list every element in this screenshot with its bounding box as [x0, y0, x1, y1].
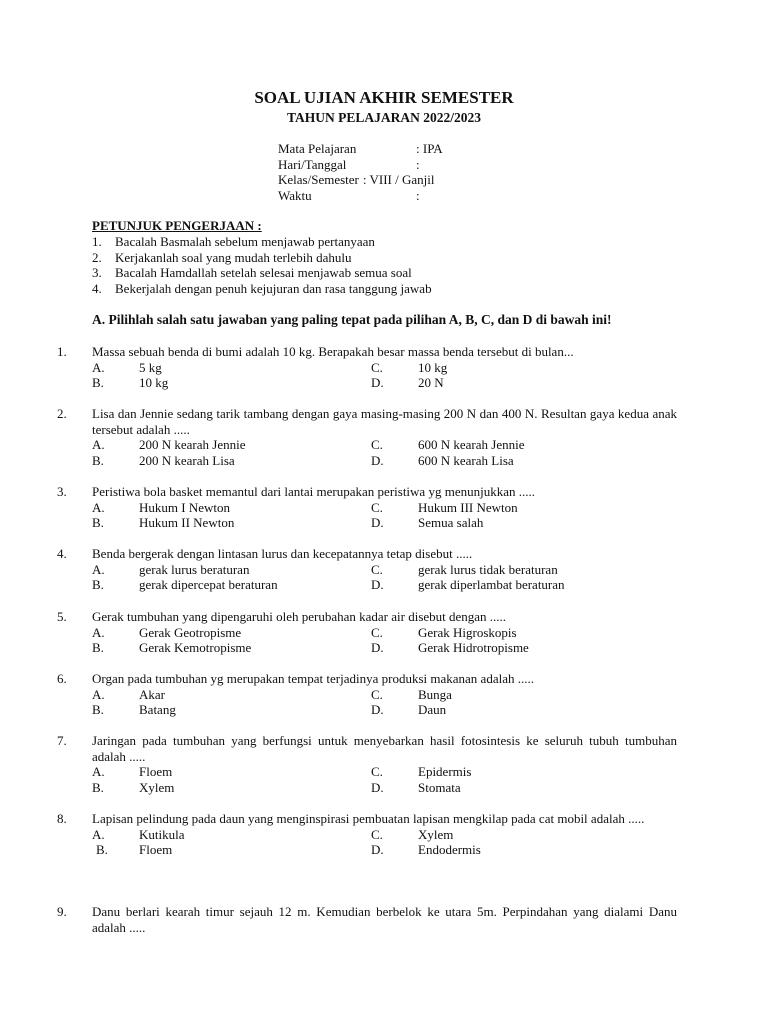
question-9 — [57, 904, 677, 935]
option-row — [57, 625, 677, 641]
option-text: 200 N kearah Lisa — [139, 452, 235, 468]
option-letter: B. — [92, 779, 104, 795]
question-number: 4. — [57, 546, 67, 561]
option-letter: D. — [371, 842, 384, 857]
instruction-text: Bekerjalah dengan penuh kejujuran dan rasa tanggung jawab — [115, 280, 432, 296]
instruction-number: 4. — [92, 280, 102, 296]
question-number: 1. — [57, 344, 67, 359]
option-letter: C. — [371, 624, 383, 640]
option-b[interactable] — [92, 515, 371, 531]
option-letter: B. — [92, 515, 104, 530]
instruction-item — [92, 234, 692, 250]
option-row — [57, 375, 677, 391]
option-row — [57, 842, 677, 858]
option-c[interactable] — [371, 500, 650, 516]
section-a-heading: A. Pilihlah salah satu jawaban yang paling tepat pada pilihan A, B, C, dan D di bawah ini! — [92, 312, 612, 327]
option-text: gerak lurus beraturan — [139, 561, 250, 577]
option-text: Hukum I Newton — [139, 499, 230, 515]
instructions-block — [92, 218, 692, 296]
question-6 — [57, 671, 677, 718]
option-c[interactable] — [371, 360, 650, 376]
option-letter: A. — [92, 686, 105, 702]
instruction-number: 1. — [92, 234, 102, 249]
option-text: Akar — [139, 686, 165, 702]
question-text: Benda bergerak dengan lintasan lurus dan kecepatannya tetap disebut ..... — [92, 546, 473, 561]
question-2 — [57, 406, 677, 468]
option-a[interactable] — [92, 625, 371, 641]
question-7 — [57, 733, 677, 795]
option-d[interactable] — [371, 577, 650, 593]
option-letter: A. — [92, 826, 105, 842]
option-text: 10 kg — [418, 359, 448, 375]
option-d[interactable] — [371, 515, 650, 531]
option-a[interactable] — [92, 360, 371, 376]
option-row — [57, 453, 677, 469]
instruction-text: Kerjakanlah soal yang mudah terlebih dahulu — [115, 249, 352, 265]
option-text: gerak lurus tidak beraturan — [418, 561, 558, 577]
question-text: Lapisan pelindung pada daun yang menginspirasi pembuatan lapisan mengkilap pada cat mobil adalah ..... — [92, 811, 645, 826]
option-letter: C. — [371, 826, 383, 842]
info-label: Mata Pelajaran — [278, 141, 357, 156]
option-letter: C. — [371, 437, 383, 452]
option-c[interactable] — [371, 625, 650, 641]
option-row — [57, 360, 677, 376]
question-text: Massa sebuah benda di bumi adalah 10 kg. Berapakah besar massa benda tersebut di bulan... — [92, 344, 574, 359]
question-4 — [57, 546, 677, 593]
option-row — [57, 780, 677, 796]
option-a[interactable] — [92, 687, 371, 703]
option-c[interactable] — [371, 764, 650, 780]
option-text: Gerak Kemotropisme — [139, 640, 252, 655]
question-number: 9. — [57, 904, 67, 919]
info-row-subject — [278, 141, 443, 157]
option-text: 600 N kearah Jennie — [418, 437, 525, 452]
option-text: Gerak Hidrotropisme — [418, 640, 529, 655]
info-label: Waktu — [278, 187, 312, 203]
question-number: 7. — [57, 733, 67, 748]
option-text: Endodermis — [418, 842, 481, 857]
question-text: Jaringan pada tumbuhan yang berfungsi untuk menyebarkan hasil fotosintesis ke seluruh tubuh tumbuhan adalah ..... — [92, 733, 677, 764]
question-number: 2. — [57, 406, 67, 421]
option-text: Xylem — [418, 826, 454, 842]
option-letter: D. — [371, 702, 384, 717]
option-letter: C. — [371, 686, 383, 702]
question-3 — [57, 484, 677, 531]
option-letter: A. — [92, 624, 105, 640]
option-letter: A. — [92, 561, 105, 577]
option-letter: B. — [96, 842, 108, 857]
info-row-time — [278, 188, 443, 204]
info-label: Kelas/Semester — [278, 172, 359, 187]
option-row — [57, 827, 677, 843]
option-a[interactable] — [92, 827, 371, 843]
option-letter: D. — [371, 577, 384, 592]
question-5 — [57, 609, 677, 656]
option-row — [57, 577, 677, 593]
question-text: Organ pada tumbuhan yg merupakan tempat terjadinya produksi makanan adalah ..... — [92, 671, 534, 686]
option-c[interactable] — [371, 437, 650, 453]
question-text: Danu berlari kearah timur sejauh 12 m. Kemudian berbelok ke utara 5m. Perpindahan yang dialami Danu adalah ..... — [92, 904, 677, 935]
info-value: : IPA — [416, 141, 443, 156]
option-d[interactable] — [371, 780, 650, 796]
option-a[interactable] — [92, 500, 371, 516]
option-d[interactable] — [371, 842, 650, 858]
option-text: Batang — [139, 702, 176, 717]
option-text: Gerak Geotropisme — [139, 624, 242, 640]
instruction-number: 3. — [92, 265, 102, 280]
option-letter: B. — [92, 577, 104, 592]
option-text: Kutikula — [139, 826, 185, 842]
option-text: Epidermis — [418, 764, 472, 779]
option-b[interactable] — [92, 640, 371, 656]
option-letter: D. — [371, 452, 384, 468]
info-value: : — [416, 156, 420, 172]
option-row — [57, 687, 677, 703]
option-a[interactable] — [92, 764, 371, 780]
option-c[interactable] — [371, 827, 650, 843]
option-a[interactable] — [92, 562, 371, 578]
option-text: Stomata — [418, 779, 461, 795]
option-text: gerak dipercepat beraturan — [139, 577, 278, 592]
question-8 — [57, 811, 677, 858]
option-row — [57, 500, 677, 516]
option-d[interactable] — [371, 640, 650, 656]
option-c[interactable] — [371, 562, 650, 578]
instruction-item — [92, 265, 692, 281]
option-c[interactable] — [371, 687, 650, 703]
option-text: Daun — [418, 702, 447, 717]
option-row — [57, 764, 677, 780]
option-text: Hukum III Newton — [418, 499, 518, 515]
info-value: : — [416, 187, 420, 203]
option-text: Floem — [139, 764, 173, 779]
option-row — [57, 702, 677, 718]
instruction-text: Bacalah Hamdallah setelah selesai menjawab semua soal — [115, 265, 412, 280]
option-letter: D. — [371, 515, 384, 530]
instruction-number: 2. — [92, 249, 102, 265]
option-text: Semua salah — [418, 515, 484, 530]
question-text: Lisa dan Jennie sedang tarik tambang dengan gaya masing-masing 200 N dan 400 N. Resultan gaya kedua anak tersebut adalah ..... — [92, 406, 677, 437]
option-b[interactable] — [92, 453, 371, 469]
option-row — [57, 640, 677, 656]
option-letter: C. — [371, 359, 383, 375]
question-1 — [57, 344, 677, 391]
option-letter: B. — [92, 702, 104, 717]
instruction-text: Bacalah Basmalah sebelum menjawab pertanyaan — [115, 234, 375, 249]
question-number: 8. — [57, 811, 67, 826]
option-b[interactable] — [92, 375, 371, 391]
info-label: Hari/Tanggal — [278, 156, 347, 172]
instruction-item — [92, 250, 692, 266]
question-number: 3. — [57, 484, 67, 499]
option-d[interactable] — [371, 453, 650, 469]
option-row — [57, 562, 677, 578]
option-letter: A. — [92, 359, 105, 375]
info-row-class — [278, 172, 443, 188]
option-letter: C. — [371, 561, 383, 577]
option-text: Floem — [139, 842, 173, 857]
exam-info-block — [278, 141, 443, 203]
option-text: Hukum II Newton — [139, 515, 235, 530]
instructions-heading: PETUNJUK PENGERJAAN : — [92, 218, 262, 233]
option-letter: B. — [92, 452, 104, 468]
exam-title: SOAL UJIAN AKHIR SEMESTER — [254, 88, 514, 107]
option-letter: D. — [371, 640, 384, 655]
option-text: Bunga — [418, 686, 452, 702]
option-text: 200 N kearah Jennie — [139, 437, 246, 452]
option-letter: D. — [371, 375, 384, 390]
option-text: 20 N — [418, 375, 444, 390]
option-b[interactable] — [92, 780, 371, 796]
option-text: 5 kg — [139, 359, 162, 375]
question-text: Peristiwa bola basket memantul dari lantai merupakan peristiwa yg menunjukkan ..... — [92, 484, 535, 499]
option-letter: D. — [371, 779, 384, 795]
option-letter: A. — [92, 764, 105, 779]
option-text: 600 N kearah Lisa — [418, 452, 514, 468]
info-value: : VIII / Ganjil — [362, 172, 435, 187]
option-d[interactable] — [371, 702, 650, 718]
option-text: 10 kg — [139, 375, 169, 390]
option-text: Xylem — [139, 779, 175, 795]
option-letter: A. — [92, 437, 105, 452]
option-letter: B. — [92, 375, 104, 390]
option-letter: C. — [371, 499, 383, 515]
option-row — [57, 515, 677, 531]
option-text: Gerak Higroskopis — [418, 624, 517, 640]
question-number: 6. — [57, 671, 67, 686]
option-letter: B. — [92, 640, 104, 655]
option-letter: A. — [92, 499, 105, 515]
option-b[interactable] — [92, 842, 371, 858]
question-number: 5. — [57, 609, 67, 624]
info-row-date — [278, 157, 443, 173]
instruction-item — [92, 281, 692, 297]
option-row — [57, 437, 677, 453]
option-d[interactable] — [371, 375, 650, 391]
option-b[interactable] — [92, 577, 371, 593]
option-letter: C. — [371, 764, 383, 779]
option-a[interactable] — [92, 437, 371, 453]
question-text: Gerak tumbuhan yang dipengaruhi oleh perubahan kadar air disebut dengan ..... — [92, 609, 507, 624]
option-b[interactable] — [92, 702, 371, 718]
exam-subtitle: TAHUN PELAJARAN 2022/2023 — [286, 110, 481, 125]
option-text: gerak diperlambat beraturan — [418, 577, 565, 592]
